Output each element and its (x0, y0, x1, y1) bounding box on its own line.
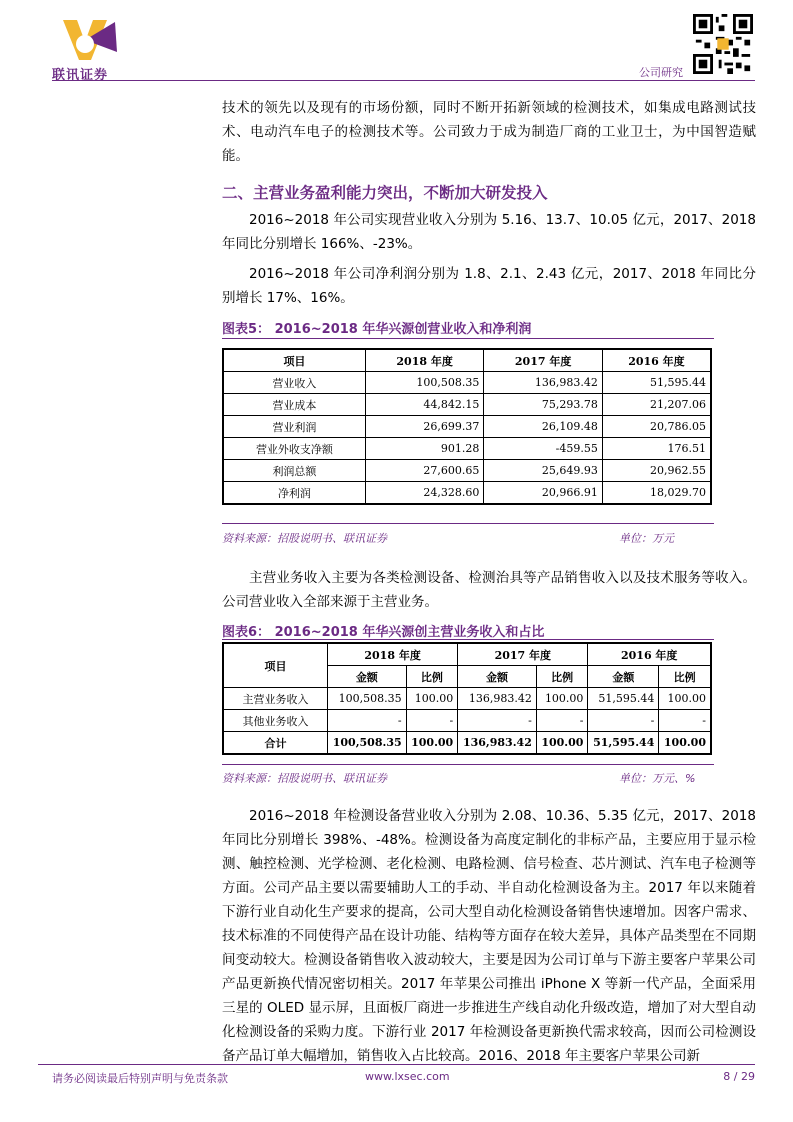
table-row (223, 710, 711, 732)
footer-url-link[interactable]: www.lxsec.com (365, 1070, 450, 1083)
section-paragraphs (222, 208, 756, 310)
table-row (223, 416, 711, 438)
figure5-table (222, 348, 712, 505)
table-header-cell: 项目 (223, 643, 328, 688)
page-number: 8 / 29 (723, 1070, 755, 1083)
row-label: 营业利润 (223, 416, 365, 438)
figure5-source: 资料来源：招股说明书、联讯证券 (222, 532, 387, 545)
table-cell: 20,786.05 (602, 416, 711, 438)
figure6-bottom-rule (222, 764, 714, 765)
table-row (223, 460, 711, 482)
header-label: 公司研究 (639, 66, 683, 79)
figure5-title: 图表5： 2016~2018 年华兴源创营业收入和净利润 (222, 322, 532, 337)
table-cell: 18,029.70 (602, 482, 711, 505)
mid-paragraph (222, 566, 756, 614)
table-cell: 100.00 (536, 732, 588, 755)
figure5-bottom-rule (222, 523, 714, 524)
table-cell: 136,983.42 (458, 732, 537, 755)
qr-code-icon (693, 14, 753, 74)
table-cell: - (458, 710, 537, 732)
figure5-unit: 单位：万元 (619, 532, 674, 545)
body-text: 2016~2018 年检测设备营业收入分别为 2.08、10.36、5.35 亿元，2017、2018 年同比分别增长 398%、-48%。检测设备为高度定制化的非标产品，主要应用于显示检测、触控检测、光学检测、老化检测、电路检测、信号检查、芯片测试、汽车电子检测等方面。公司产品主要以需要辅助人工的手动、半自动化检测设备为主。2017 年以来随着下游行业自动化生产要求的提高，公司大型自动化检测设备销售快速增加。因客户需求、技术标准的不同使得产品在设计功能、结构等方面存在较大差异，具体产品类型在不同期间变动较大。检测设备销售收入波动较大，主要是因为公司订单与下游主要客户苹果公司产品更新换代情况密切相关。2017 年苹果公司推出 iPhone X 等新一代产品，全面采用三星的 OLED 显示屏，且面板厂商进一步推进生产线自动化升级改造，增加了对大型自动化检测设备的采购力度。下游行业 2017 年检测设备更新换代需求较高，因而公司检测设备产品订单大幅增加，销售收入占比较高。2016、2018 年主要客户苹果公司新 (222, 808, 756, 1064)
table-cell: 20,966.91 (484, 482, 603, 505)
table-cell: 100.00 (406, 688, 458, 710)
footer-divider (38, 1064, 755, 1065)
table-header-row (223, 643, 711, 666)
table-cell: 100,508.35 (365, 372, 484, 394)
table-header-cell: 项目 (223, 349, 365, 372)
table-header-cell: 2016 年度 (602, 349, 711, 372)
table-row (223, 482, 711, 505)
row-label: 营业外收支净额 (223, 438, 365, 460)
figure6-title: 图表6： 2016~2018 年华兴源创主营业务收入和占比 (222, 625, 545, 640)
table-cell: 51,595.44 (602, 372, 711, 394)
table-cell: - (328, 710, 407, 732)
table-cell: 100.00 (659, 732, 711, 755)
figure5-title-rule (222, 338, 714, 339)
table-header-cell: 金额 (328, 666, 407, 688)
intro-paragraph (222, 96, 756, 168)
row-label: 其他业务收入 (223, 710, 328, 732)
table-cell: 25,649.93 (484, 460, 603, 482)
table-row (223, 688, 711, 710)
row-label: 合计 (223, 732, 328, 755)
footer-disclaimer: 请务必阅读最后特别声明与免责条款 (52, 1072, 228, 1085)
table-cell: -459.55 (484, 438, 603, 460)
table-cell: 26,699.37 (365, 416, 484, 438)
table-cell: 75,293.78 (484, 394, 603, 416)
logo-text: 联讯证券 (52, 68, 109, 83)
table-header-cell: 比例 (536, 666, 588, 688)
table-cell: 100,508.35 (328, 688, 407, 710)
row-label: 营业成本 (223, 394, 365, 416)
table-header-cell: 比例 (659, 666, 711, 688)
table-cell: 26,109.48 (484, 416, 603, 438)
table-cell: - (588, 710, 659, 732)
table-cell: 176.51 (602, 438, 711, 460)
table-cell: 136,983.42 (458, 688, 537, 710)
table-cell: 20,962.55 (602, 460, 711, 482)
row-label: 净利润 (223, 482, 365, 505)
table-cell: - (406, 710, 458, 732)
table-cell: 51,595.44 (588, 732, 659, 755)
table-cell: 136,983.42 (484, 372, 603, 394)
table-header-cell: 2017 年度 (484, 349, 603, 372)
table-cell: 901.28 (365, 438, 484, 460)
header-divider (52, 80, 755, 81)
figure6-source: 资料来源：招股说明书、联讯证券 (222, 772, 387, 785)
table-cell: 27,600.65 (365, 460, 484, 482)
row-label: 主营业务收入 (223, 688, 328, 710)
table-row (223, 394, 711, 416)
company-logo (55, 12, 125, 67)
profit-paragraph: 2016~2018 年公司净利润分别为 1.8、2.1、2.43 亿元，2017、2018 年同比分别增长 17%、16%。 (222, 266, 756, 306)
table-header-cell: 2017 年度 (458, 643, 588, 666)
table-cell: 100,508.35 (328, 732, 407, 755)
table-row (223, 372, 711, 394)
body-paragraph (222, 804, 756, 1068)
figure6-table (222, 642, 712, 755)
section-heading: 二、主营业务盈利能力突出，不断加大研发投入 (222, 184, 548, 202)
table-cell: 100.00 (536, 688, 588, 710)
table-header-cell: 比例 (406, 666, 458, 688)
table-cell: 100.00 (406, 732, 458, 755)
table-header-cell: 2018 年度 (328, 643, 458, 666)
mid-text: 主营业务收入主要为各类检测设备、检测治具等产品销售收入以及技术服务等收入。公司营业收入全部来源于主营业务。 (222, 570, 756, 610)
table-total-row (223, 732, 711, 755)
table-header-cell: 金额 (588, 666, 659, 688)
table-cell: 21,207.06 (602, 394, 711, 416)
table-header-cell: 2018 年度 (365, 349, 484, 372)
table-header-cell: 2016 年度 (588, 643, 711, 666)
revenue-paragraph: 2016~2018 年公司实现营业收入分别为 5.16、13.7、10.05 亿元，2017、2018 年同比分别增长 166%、-23%。 (222, 212, 756, 252)
figure6-title-rule (222, 639, 714, 640)
table-header-row (223, 349, 711, 372)
table-cell: - (536, 710, 588, 732)
table-cell: 51,595.44 (588, 688, 659, 710)
table-header-cell: 金额 (458, 666, 537, 688)
row-label: 营业收入 (223, 372, 365, 394)
table-cell: 24,328.60 (365, 482, 484, 505)
figure6-unit: 单位：万元、% (619, 772, 696, 785)
intro-text: 技术的领先以及现有的市场份额，同时不断开拓新领域的检测技术，如集成电路测试技术、电动汽车电子的检测技术等。公司致力于成为制造厂商的工业卫士，为中国智造赋能。 (222, 100, 756, 164)
table-row (223, 438, 711, 460)
table-cell: 100.00 (659, 688, 711, 710)
table-cell: - (659, 710, 711, 732)
row-label: 利润总额 (223, 460, 365, 482)
table-cell: 44,842.15 (365, 394, 484, 416)
